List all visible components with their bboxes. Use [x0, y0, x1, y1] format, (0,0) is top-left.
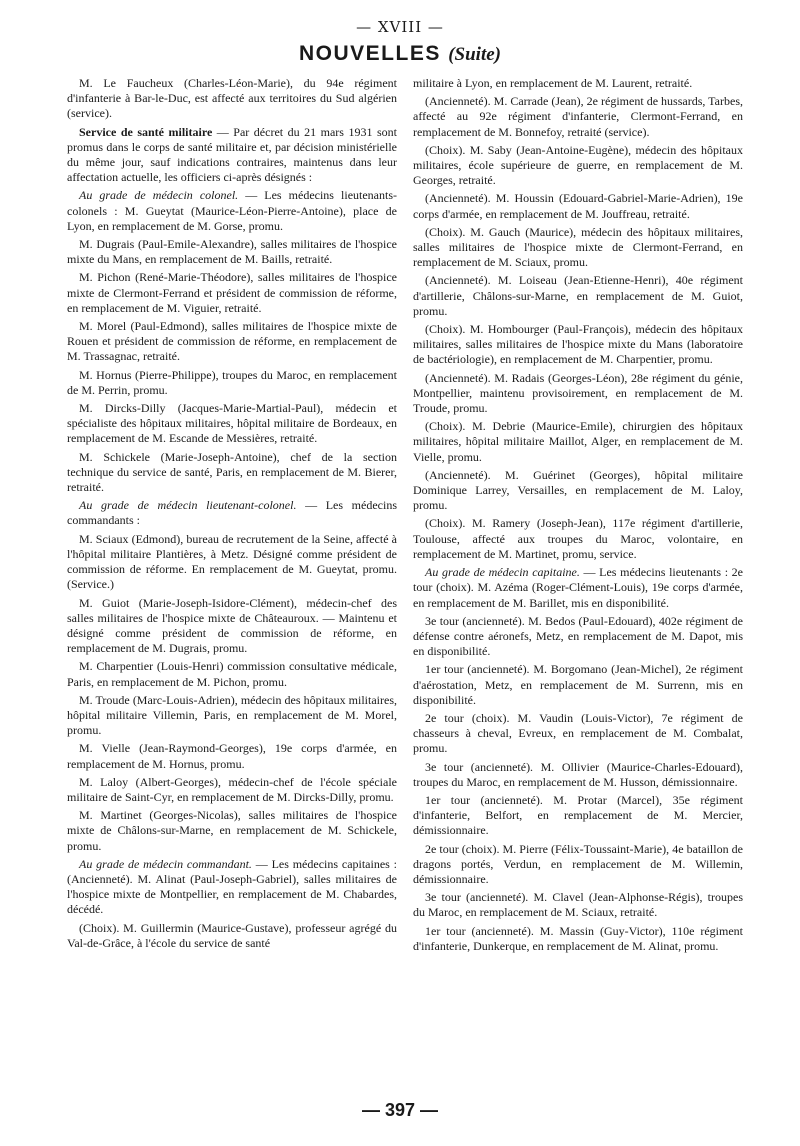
paragraph-text: M. Laloy (Albert-Georges), médecin-chef de l'école spéciale militaire de Saint-Cyr, en remplacement de M. Dircks-Dilly, promu.	[67, 774, 397, 804]
paragraph	[67, 693, 397, 739]
paragraph-text: 2e tour (choix). M. Vaudin (Louis-Victor), 7e régiment de chasseurs à cheval, Evreux, en remplacement de M. Combalat, promu.	[413, 710, 743, 756]
paragraph	[67, 659, 397, 689]
heading-subtitle: (Suite)	[448, 44, 501, 65]
paragraph	[413, 842, 743, 888]
paragraph	[413, 76, 743, 91]
paragraph-text: M. Dugrais (Paul-Emile-Alexandre), salles militaires de l'hospice mixte du Mans, en remplacement de M. Baills, retraité.	[67, 237, 397, 267]
paragraph-text: M. Le Faucheux (Charles-Léon-Marie), du 94e régiment d'infanterie à Bar-le-Duc, est affecté aux territoires du Sud algérien (service).	[67, 76, 397, 121]
paragraph-text: 3e tour (ancienneté). M. Ollivier (Maurice-Charles-Edouard), troupes du Maroc, en remplacement de M. Husson, démissionnaire.	[413, 759, 743, 789]
paragraph	[67, 921, 397, 951]
paragraph-text: — Les médecins commandants :	[67, 498, 397, 528]
page-number: — 397 —	[361, 1100, 439, 1120]
paragraph-text: (Ancienneté). M. Carrade (Jean), 2e régiment de hussards, Tarbes, affecté au 92e régiment d'infanterie, Clermont-Ferrand, en remplacement de M. Bonnefoy, retraité (service).	[413, 94, 743, 139]
paragraph-text: M. Guiot (Marie-Joseph-Isidore-Clément), médecin-chef des salles militaires de l'hospice mixte de Châteauroux. — Maintenu et désigné comme président de commission de réforme, en remplacement de M. Dugrais, promu.	[67, 595, 397, 656]
paragraph-text: M. Hornus (Pierre-Philippe), troupes du Maroc, en remplacement de M. Perrin, promu.	[67, 367, 397, 397]
grade-heading: Au grade de médecin colonel.	[79, 188, 239, 203]
paragraph-text: (Choix). M. Hombourger (Paul-François), médecin des hôpitaux militaires, salles militaires de l'hospice mixte du Mans (laboratoire de bactériologie), en remplacement de M. Charpentier, promu.	[413, 322, 743, 367]
paragraph	[413, 273, 743, 319]
paragraph-text: (Ancienneté). M. Guérinet (Georges), hôpital militaire Dominique Larrey, Versailles, en remplacement de M. Laloy, promu.	[413, 467, 743, 513]
paragraph	[67, 857, 397, 918]
paragraph	[413, 516, 743, 562]
paragraph-text: 3e tour (ancienneté). M. Clavel (Jean-Alphonse-Régis), troupes du Maroc, en remplacement de M. Sciaux, retraité.	[413, 890, 743, 920]
paragraph-text: M. Sciaux (Edmond), bureau de recrutement de la Seine, affecté à l'hôpital militaire Plantières, à Metz. Désigné comme président de commission de réforme. En remplacement de M. Gueytat, promu. (Service.)	[67, 531, 397, 592]
paragraph	[67, 741, 397, 771]
paragraph	[67, 368, 397, 398]
paragraph	[413, 793, 743, 839]
paragraph	[413, 191, 743, 221]
paragraph	[67, 237, 397, 267]
paragraph	[413, 760, 743, 790]
paragraph-text: (Choix). M. Saby (Jean-Antoine-Eugène), médecin des hôpitaux militaires, école supérieure de guerre, en remplacement de M. Georges, retraité.	[413, 142, 743, 188]
paragraph-text: 1er tour (ancienneté). M. Protar (Marcel), 35e régiment d'infanterie, Belfort, en remplacement de M. Mercier, démissionnaire.	[413, 792, 743, 838]
paragraph	[67, 775, 397, 805]
heading-title: NOUVELLES	[299, 42, 441, 65]
paragraph	[413, 371, 743, 417]
paragraph	[413, 322, 743, 368]
paragraph	[413, 143, 743, 189]
paragraph	[413, 419, 743, 465]
roman-page-mark: — XVIII —	[356, 18, 444, 36]
paragraph	[413, 890, 743, 920]
paragraph-text: — Les médecins capitaines : (Ancienneté). M. Alinat (Paul-Joseph-Gabriel), salles militaires de l'hospice mixte de Montpellier, en remplacement de M. Chabardes, décédé.	[67, 856, 397, 917]
paragraph-text: (Choix). M. Debrie (Maurice-Emile), chirurgien des hôpitaux militaires, hôpital militaire Maillot, Alger, en remplacement de M. Vielle, promu.	[413, 419, 743, 464]
page-heading	[0, 42, 800, 66]
paragraph-text: — Les médecins lieutenants : 2e tour (choix). M. Azéma (Roger-Clément-Louis), 19e corps d'armée, en remplacement de M. Barillet, mis en disponibilité.	[413, 565, 743, 610]
paragraph-text: (Ancienneté). M. Houssin (Edouard-Gabriel-Marie-Adrien), 19e corps d'armée, en remplacement de M. Jouffreau, retraité.	[413, 191, 743, 221]
paragraph-text: — Les médecins lieutenants-colonels : M. Gueytat (Maurice-Léon-Pierre-Antoine), place de Lyon, en remplacement de M. Gorse, promu.	[67, 188, 397, 233]
paragraph	[413, 924, 743, 954]
paragraph-text: (Choix). M. Gauch (Maurice), médecin des hôpitaux militaires, salles militaires de l'hospice mixte de Clermont-Ferrand, en remplacement de M. Sciaux, promu.	[413, 224, 743, 270]
paragraph	[413, 711, 743, 757]
paragraph-text: M. Morel (Paul-Edmond), salles militaires de l'hospice mixte de Rouen et président de commission de réforme, en remplacement de M. Trassagnac, retraité.	[67, 319, 397, 364]
paragraph-text: (Ancienneté). M. Radais (Georges-Léon), 28e régiment du génie, Montpellier, maintenu provisoirement, en remplacement de M. Troude, promu.	[413, 370, 743, 416]
paragraph	[67, 596, 397, 657]
paragraph-text: (Ancienneté). M. Loiseau (Jean-Etienne-Henri), 40e régiment d'artillerie, Châlons-sur-Marne, en remplacement de M. Guiot, promu.	[413, 273, 743, 318]
paragraph	[413, 94, 743, 140]
left-column	[67, 76, 397, 1086]
paragraph-text: M. Schickele (Marie-Joseph-Antoine), chef de la section technique du service de santé, Paris, en remplacement de M. Bierer, retraité.	[67, 449, 397, 495]
paragraph	[67, 401, 397, 447]
paragraph	[413, 468, 743, 514]
paragraph	[67, 498, 397, 528]
paragraph-text: militaire à Lyon, en remplacement de M. Laurent, retraité.	[413, 76, 693, 90]
paragraph	[413, 614, 743, 660]
paragraph	[67, 188, 397, 234]
paragraph	[67, 319, 397, 365]
paragraph-text: 1er tour (ancienneté). M. Borgomano (Jean-Michel), 2e régiment d'aérostation, Metz, en remplacement de M. Surrenn, mis en disponibilité.	[413, 662, 743, 707]
paragraph-text: M. Vielle (Jean-Raymond-Georges), 19e corps d'armée, en remplacement de M. Hornus, promu.	[67, 741, 397, 771]
grade-heading: Au grade de médecin lieutenant-colonel.	[79, 498, 297, 513]
paragraph-text: M. Pichon (René-Marie-Théodore), salles militaires de l'hospice mixte de Clermont-Ferrand et président de commission de réforme, en remplacement de M. Viguier, retraité.	[67, 270, 397, 315]
paragraph	[413, 565, 743, 611]
paragraph-text: 1er tour (ancienneté). M. Massin (Guy-Victor), 110e régiment d'infanterie, Dunkerque, en remplacement de M. Alinat, promu.	[413, 923, 743, 953]
paragraph-text: 3e tour (ancienneté). M. Bedos (Paul-Edouard), 402e régiment de défense contre aéronefs, Metz, en remplacement de M. Dapot, mis en disponibilité.	[413, 613, 743, 659]
paragraph-text: 2e tour (choix). M. Pierre (Félix-Toussaint-Marie), 4e bataillon de dragons portés, Verdun, en remplacement de M. Willemin, démissionnaire.	[413, 841, 743, 886]
paragraph-text: M. Martinet (Georges-Nicolas), salles militaires de l'hospice mixte de Châlons-sur-Marne, en remplacement de M. Schickele, promu.	[67, 808, 397, 853]
section-heading: Service de santé militaire	[79, 124, 213, 139]
paragraph	[413, 662, 743, 708]
grade-heading: Au grade de médecin commandant.	[79, 856, 252, 871]
paragraph	[67, 450, 397, 496]
right-column	[413, 76, 743, 1086]
paragraph-text: M. Dircks-Dilly (Jacques-Marie-Martial-Paul), médecin et spécialiste des hôpitaux militaires, hôpital militaire de Bordeaux, en remplacement de M. Escande de Messières, retraité.	[67, 401, 397, 446]
grade-heading: Au grade de médecin capitaine.	[425, 565, 580, 580]
paragraph-text: M. Troude (Marc-Louis-Adrien), médecin des hôpitaux militaires, hôpital militaire Villemin, Paris, en remplacement de M. Morel, promu.	[67, 692, 397, 738]
paragraph	[67, 125, 397, 186]
paragraph-text: — Par décret du 21 mars 1931 sont promus dans le corps de santé militaire et, par décision ministérielle du même jour, sauf indications contraires, maintenus dans leur affectation actuelle, les officiers ci-après désignés :	[67, 124, 397, 185]
paragraph	[67, 270, 397, 316]
paragraph	[413, 225, 743, 271]
paragraph	[67, 76, 397, 122]
paragraph-text: M. Charpentier (Louis-Henri) commission consultative médicale, Paris, en remplacement de M. Pichon, promu.	[67, 659, 397, 689]
paragraph-text: (Choix). M. Guillermin (Maurice-Gustave), professeur agrégé du Val-de-Grâce, à l'école du service de santé	[67, 920, 397, 950]
paragraph-text: (Choix). M. Ramery (Joseph-Jean), 117e régiment d'artillerie, Toulouse, affecté aux troupes du Maroc, volontaire, en remplacement de M. Martinet, promu, service.	[413, 516, 743, 561]
paragraph	[67, 808, 397, 854]
paragraph	[67, 532, 397, 593]
